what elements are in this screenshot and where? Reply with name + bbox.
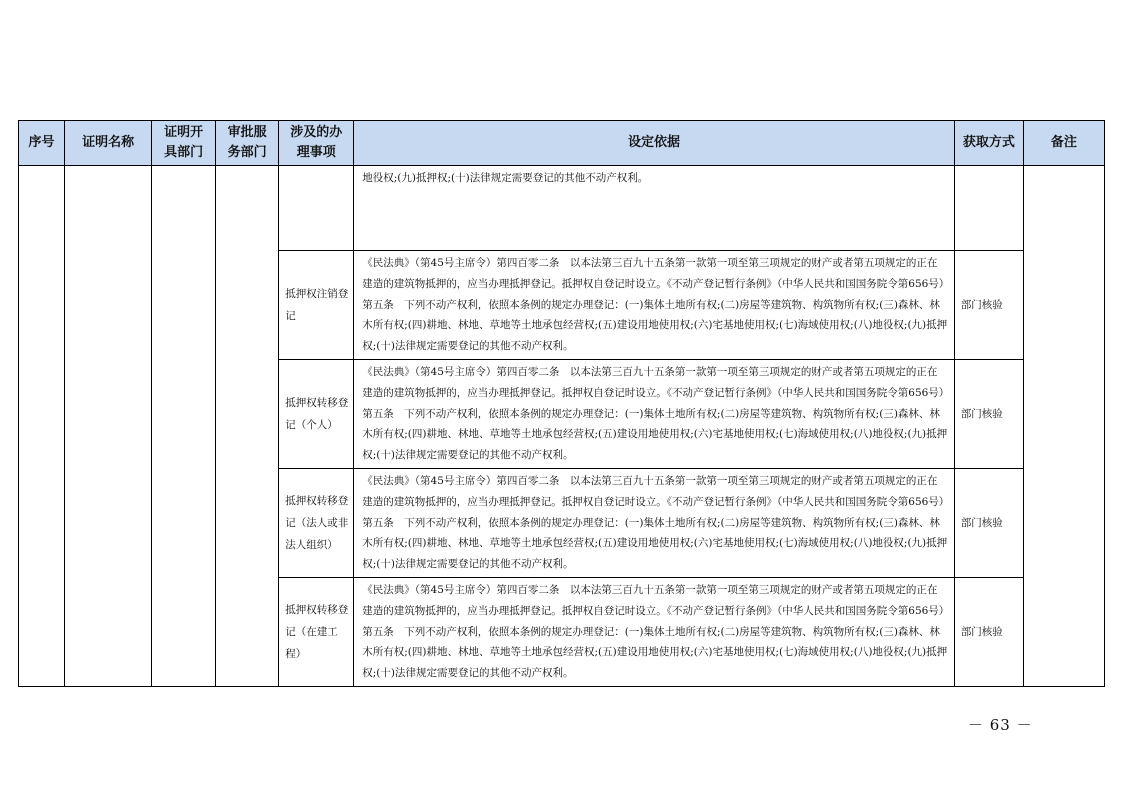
cell-basis [354, 468, 955, 577]
cell-seq [19, 166, 65, 687]
cell-method: 部门核验 [954, 577, 1023, 686]
header-seq: 序号 [19, 121, 65, 166]
header-row [19, 121, 1105, 166]
header-approval-dept: 审批服务部门 [216, 121, 279, 166]
cell-basis [354, 577, 955, 686]
cell-basis [354, 359, 955, 468]
header-issuing-dept: 证明开具部门 [152, 121, 216, 166]
basis-text: 《民法典》（第45号主席令）第四百零二条 以本法第三百九十五条第一款第一项至第三项规定的财产或者第五项规定的正在建造的建筑物抵押的，应当办理抵押登记。抵押权自登记时设立。《不动产登记暂行条例》（中华人民共和国国务院令第656号）第五条 下列不动产权利，依照本条例的规定办理登记：(一)集体土地所有权;(二)房屋等建筑物、构筑物所有权;(三)森林、林木所有权;(四)耕地、林地、草地等土地承包经营权;(五)建设用地使用权;(六)宅基地使用权;(七)海域使用权;(八)地役权;(九)抵押权;(十)法律规定需要登记的其他不动产权利。 [362, 257, 948, 353]
table-row [19, 166, 1105, 251]
cell-related-matter [279, 166, 354, 251]
header-cert-name: 证明名称 [65, 121, 152, 166]
cell-related-matter: 抵押权转移登记（法人或非法人组织） [279, 468, 354, 577]
basis-text: 《民法典》（第45号主席令）第四百零二条 以本法第三百九十五条第一款第一项至第三项规定的财产或者第五项规定的正在建造的建筑物抵押的，应当办理抵押登记。抵押权自登记时设立。《不动产登记暂行条例》（中华人民共和国国务院令第656号）第五条 下列不动产权利，依照本条例的规定办理登记：(一)集体土地所有权;(二)房屋等建筑物、构筑物所有权;(三)森林、林木所有权;(四)耕地、林地、草地等土地承包经营权;(五)建设用地使用权;(六)宅基地使用权;(七)海域使用权;(八)地役权;(九)抵押权;(十)法律规定需要登记的其他不动产权利。 [362, 474, 948, 571]
cell-related-matter: 抵押权转移登记（个人） [279, 359, 354, 468]
basis-text: 《民法典》（第45号主席令）第四百零二条 以本法第三百九十五条第一款第一项至第三项规定的财产或者第五项规定的正在建造的建筑物抵押的，应当办理抵押登记。抵押权自登记时设立。《不动产登记暂行条例》（中华人民共和国国务院令第656号）第五条 下列不动产权利，依照本条例的规定办理登记：(一)集体土地所有权;(二)房屋等建筑物、构筑物所有权;(三)森林、林木所有权;(四)耕地、林地、草地等土地承包经营权;(五)建设用地使用权;(六)宅基地使用权;(七)海域使用权;(八)地役权;(九)抵押权;(十)法律规定需要登记的其他不动产权利。 [362, 583, 948, 680]
cell-method: 部门核验 [954, 251, 1023, 360]
header-method: 获取方式 [954, 121, 1023, 166]
cell-related-matter: 抵押权转移登记（在建工程） [279, 577, 354, 686]
cell-basis [354, 251, 955, 360]
cell-related-matter: 抵押权注销登记 [279, 251, 354, 360]
header-remark: 备注 [1023, 121, 1104, 166]
cell-issuing-dept [152, 166, 216, 687]
cell-remark [1023, 166, 1104, 687]
page-number: － 63 － [968, 716, 1033, 734]
cell-method: 部门核验 [954, 468, 1023, 577]
header-related-matter: 涉及的办理事项 [279, 121, 354, 166]
cell-cert-name [65, 166, 152, 687]
basis-text: 地役权;(九)抵押权;(十)法律规定需要登记的其他不动产权利。 [362, 172, 649, 184]
cell-basis [354, 166, 955, 251]
header-basis: 设定依据 [354, 121, 955, 166]
cell-approval-dept [216, 166, 279, 687]
cell-method [954, 166, 1023, 251]
cell-method: 部门核验 [954, 359, 1023, 468]
basis-text: 《民法典》（第45号主席令）第四百零二条 以本法第三百九十五条第一款第一项至第三项规定的财产或者第五项规定的正在建造的建筑物抵押的，应当办理抵押登记。抵押权自登记时设立。《不动产登记暂行条例》（中华人民共和国国务院令第656号）第五条 下列不动产权利，依照本条例的规定办理登记：(一)集体土地所有权;(二)房屋等建筑物、构筑物所有权;(三)森林、林木所有权;(四)耕地、林地、草地等土地承包经营权;(五)建设用地使用权;(六)宅基地使用权;(七)海域使用权;(八)地役权;(九)抵押权;(十)法律规定需要登记的其他不动产权利。 [362, 365, 948, 462]
certificate-table [18, 120, 1105, 687]
